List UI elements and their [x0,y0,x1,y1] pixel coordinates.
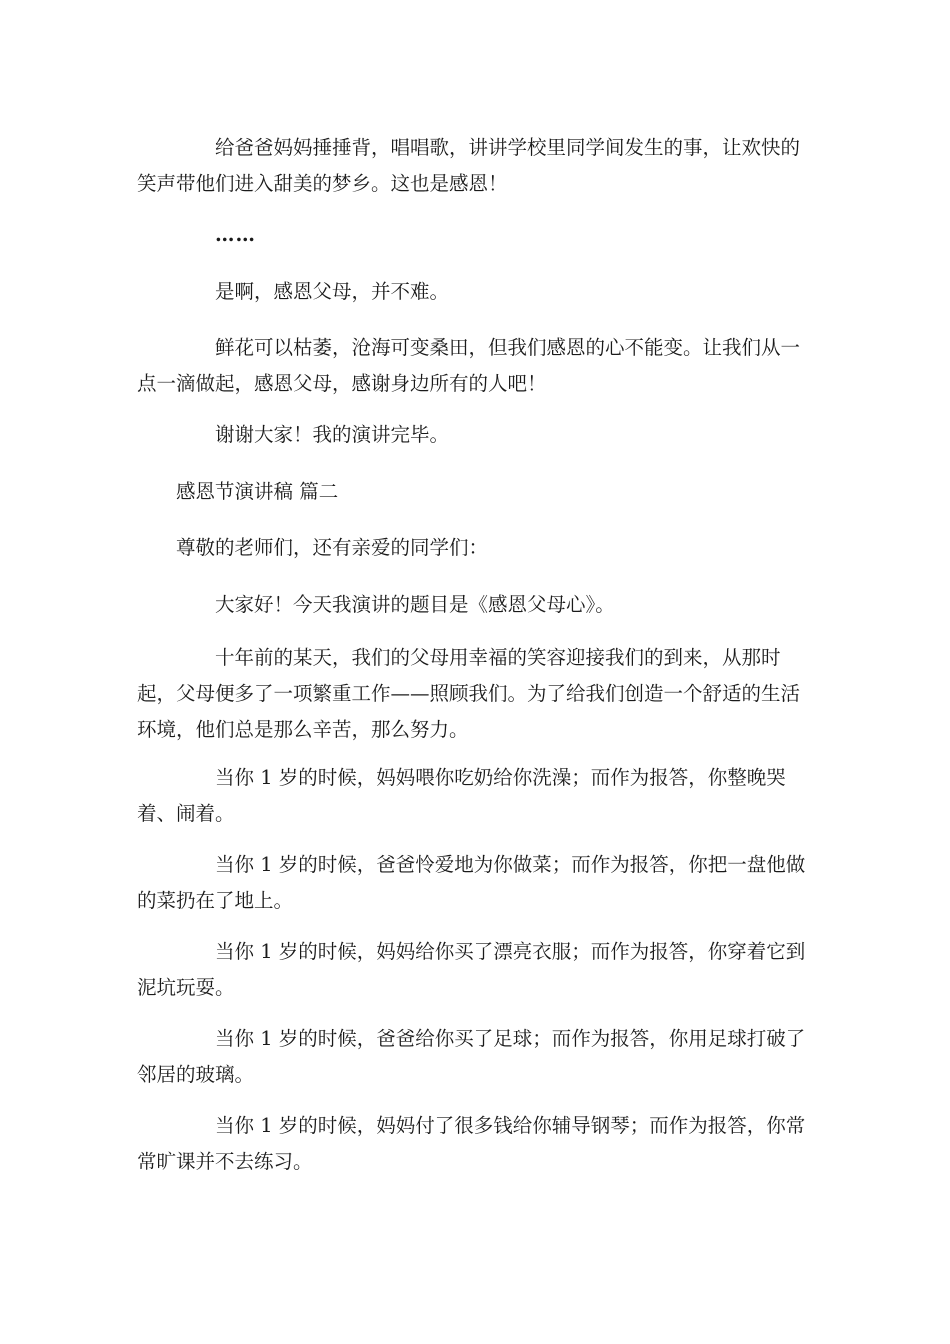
paragraph-not-difficult: 是啊，感恩父母，并不难。 [215,280,450,303]
paragraph-ten-years-ago: 十年前的某天，我们的父母用幸福的笑容迎接我们的到来，从那时起，父母便多了一项繁重工作——照顾我们。为了给我们创造一个舒适的生活环境，他们总是那么辛苦，那么努力。 [137,646,801,741]
paragraph-age-1-mom-piano: 当你 1 岁的时候，妈妈付了很多钱给你辅导钢琴；而作为报答，你常常旷课并不去练习。 [137,1114,806,1173]
salutation: 尊敬的老师们，还有亲爱的同学们： [176,536,489,559]
paragraph-age-1-mom-feeding: 当你 1 岁的时候，妈妈喂你吃奶给你洗澡；而作为报答，你整晚哭着、闹着。 [137,766,786,825]
paragraph-age-1-dad-cooking: 当你 1 岁的时候，爸爸怜爱地为你做菜；而作为报答，你把一盘他做的菜扔在了地上。 [137,853,806,912]
paragraph-thanks-end: 谢谢大家！我的演讲完毕。 [215,423,450,446]
paragraph-age-1-mom-clothes: 当你 1 岁的时候，妈妈给你买了漂亮衣服；而作为报答，你穿着它到泥坑玩耍。 [137,940,806,999]
paragraph-age-1-dad-football: 当你 1 岁的时候，爸爸给你买了足球；而作为报答，你用足球打破了邻居的玻璃。 [137,1027,806,1086]
paragraph-speech-topic: 大家好！今天我演讲的题目是《感恩父母心》。 [215,593,615,616]
paragraph-massage-parents: 给爸爸妈妈捶捶背，唱唱歌，讲讲学校里同学间发生的事，让欢快的笑声带他们进入甜美的梦乡。这也是感恩！ [137,136,801,195]
paragraph-grateful-heart: 鲜花可以枯萎，沧海可变桑田，但我们感恩的心不能变。让我们从一点一滴做起，感恩父母，感谢身边所有的人吧！ [137,336,801,395]
ellipsis: …… [215,223,256,246]
section-title: 感恩节演讲稿 篇二 [176,480,339,503]
